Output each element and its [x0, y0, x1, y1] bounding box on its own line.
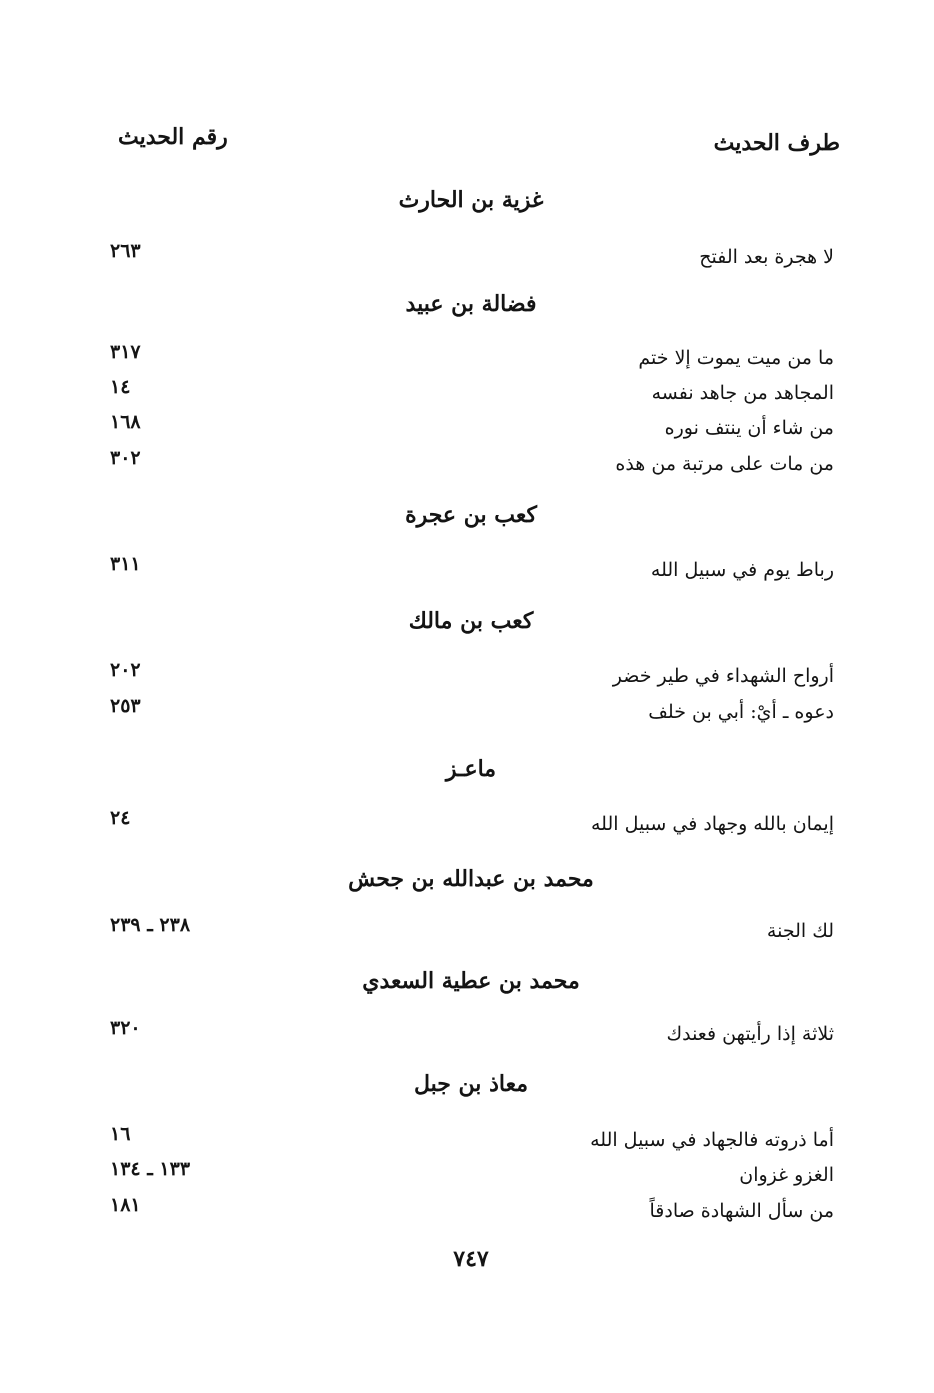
hadith-start-text: المجاهد من جاهد نفسه — [651, 382, 834, 404]
hadith-start-text: من شاء أن ينتف نوره — [664, 417, 834, 439]
hadith-start-text: إيمان بالله وجهاد في سبيل الله — [590, 813, 834, 835]
narrator-name: محمد بن عطية السعدي — [362, 968, 580, 994]
narrator-name: كعب بن مالك — [408, 608, 534, 634]
hadith-entry — [0, 341, 934, 377]
narrator-name: غزية بن الحارث — [398, 187, 544, 213]
hadith-entry — [0, 240, 934, 276]
hadith-start-text: من سأل الشهادة صادقاً — [649, 1200, 834, 1222]
hadith-start-text: من مات على مرتبة من هذه — [615, 453, 834, 475]
hadith-entry — [0, 695, 934, 731]
narrator-name: معاذ بن جبل — [414, 1071, 528, 1097]
narrator-name: فضالة بن عبيد — [405, 291, 537, 317]
hadith-number: ١٨١ — [110, 1194, 141, 1216]
hadith-number: ٣٠٢ — [110, 447, 141, 469]
hadith-start-text: أرواح الشهداء في طير خضر — [612, 665, 834, 687]
hadith-number: ٢٥٣ — [110, 695, 141, 717]
hadith-start-text: رباط يوم في سبيل الله — [650, 559, 834, 581]
hadith-entry — [0, 553, 934, 589]
hadith-entry — [0, 1194, 934, 1230]
hadith-number: ٣١١ — [110, 553, 141, 575]
hadith-start-text: دعوه ـ أيْ: أبي بن خلف — [648, 701, 834, 723]
hadith-number: ١٦٨ — [110, 411, 141, 433]
hadith-start-text: ثلاثة إذا رأيتهن فعندك — [666, 1023, 834, 1045]
hadith-number: ١٦ — [110, 1123, 131, 1145]
column-header-hadith-number: رقم الحديث — [118, 124, 228, 150]
hadith-number: ٢٣٨ ـ ٢٣٩ — [110, 914, 191, 936]
hadith-start-text: الغزو غزوان — [739, 1164, 834, 1186]
hadith-number: ٢٦٣ — [110, 240, 141, 262]
narrator-name: كعب بن عجرة — [405, 502, 537, 528]
hadith-entry — [0, 807, 934, 843]
hadith-number: ١٣٣ ـ ١٣٤ — [110, 1158, 191, 1180]
page-number: ٧٤٧ — [453, 1246, 489, 1272]
hadith-start-text: ما من ميت يموت إلا ختم — [638, 347, 834, 369]
hadith-start-text: لك الجنة — [766, 920, 834, 942]
hadith-entry — [0, 914, 934, 950]
hadith-entry — [0, 1017, 934, 1053]
hadith-number: ٣١٧ — [110, 341, 141, 363]
column-header-hadith-start: طرف الحديث — [713, 130, 840, 156]
hadith-entry — [0, 447, 934, 483]
hadith-start-text: أما ذروته فالجهاد في سبيل الله — [590, 1129, 834, 1151]
narrator-name: ماعـز — [445, 756, 497, 782]
narrator-name: محمد بن عبدالله بن جحش — [348, 866, 594, 892]
hadith-number: ٢٤ — [110, 807, 131, 829]
hadith-start-text: لا هجرة بعد الفتح — [699, 246, 834, 268]
hadith-number: ٣٢٠ — [110, 1017, 141, 1039]
hadith-number: ٢٠٢ — [110, 659, 141, 681]
hadith-number: ١٤ — [110, 376, 131, 398]
